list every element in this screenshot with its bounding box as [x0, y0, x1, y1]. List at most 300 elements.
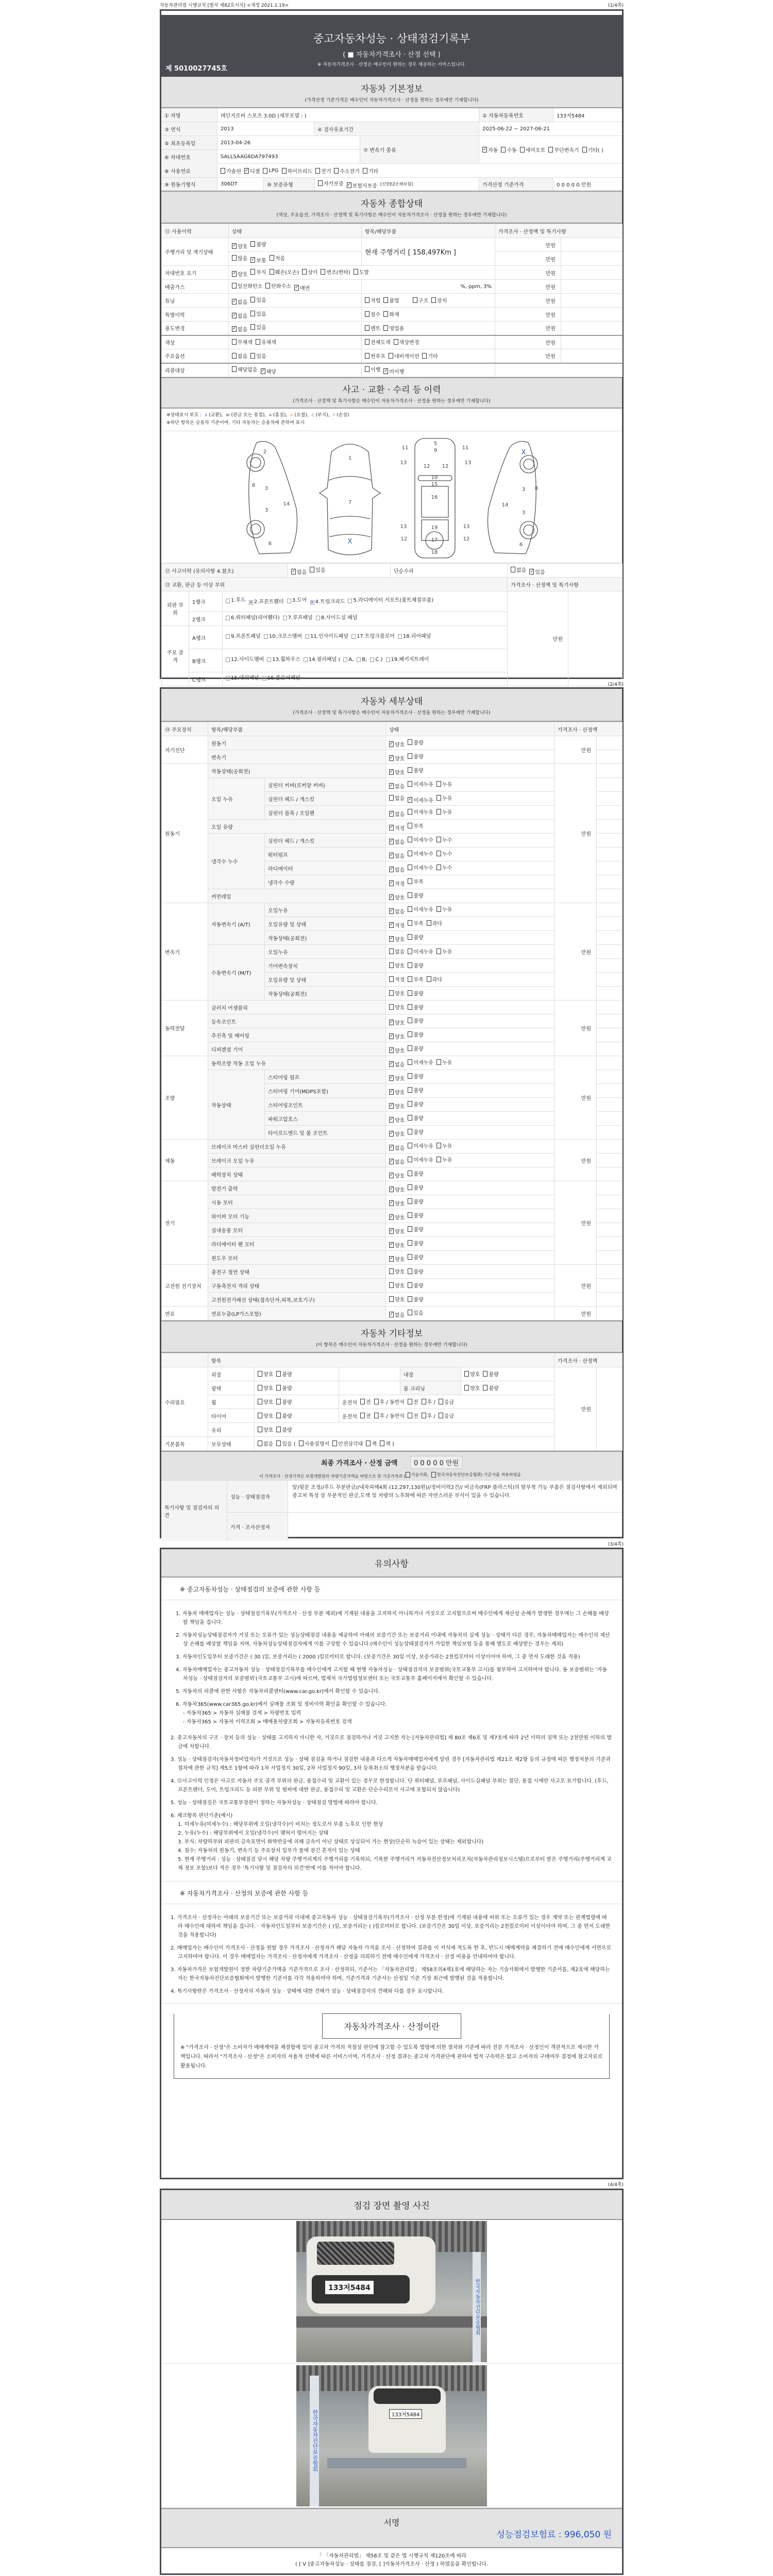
item: 오일누유 — [265, 945, 386, 959]
checkbox[interactable] — [354, 269, 358, 275]
checked-checkbox[interactable]: ✓ — [384, 368, 388, 374]
checkbox[interactable] — [408, 767, 412, 773]
checkbox[interactable] — [305, 634, 309, 639]
row-label: 주요옵션 — [162, 349, 229, 363]
caution-subtitle: ※ 중고자동차성능 · 상태점검의 보증에 관한 사항 등 — [161, 1578, 622, 1600]
checked-checkbox[interactable]: ✓ — [390, 866, 394, 872]
checkbox[interactable] — [270, 255, 274, 261]
document-title: 중고자동차성능 · 상태점검기록부 — [313, 32, 470, 45]
checked-checkbox[interactable]: ✓ — [390, 1214, 394, 1219]
option-label: 운전석 — [342, 1414, 357, 1420]
checkbox[interactable] — [436, 781, 441, 787]
checkbox[interactable] — [334, 168, 339, 174]
checkbox[interactable] — [436, 1059, 441, 1065]
checkbox[interactable] — [304, 657, 308, 662]
checkbox[interactable] — [408, 948, 412, 954]
checkbox[interactable] — [380, 1440, 384, 1446]
checked-checkbox[interactable]: ✓ — [483, 147, 487, 152]
note-cell — [597, 1237, 623, 1251]
checkbox[interactable] — [226, 616, 230, 620]
item: 내장 — [400, 1367, 461, 1381]
price-unit: 만원 — [495, 294, 561, 308]
row-label: 주행거리 및 계기상태 — [162, 238, 229, 266]
checkbox-option — [383, 310, 399, 318]
checkbox[interactable] — [464, 1371, 469, 1377]
checkbox[interactable] — [389, 1004, 394, 1010]
checkbox[interactable] — [483, 1371, 488, 1377]
checked-checkbox[interactable]: ✓ — [390, 838, 394, 844]
checked-checkbox[interactable]: ✓ — [390, 1089, 394, 1094]
label: ③ 연식 — [161, 122, 217, 135]
license-plate: 133저5484 — [325, 2280, 374, 2295]
checkbox[interactable] — [436, 948, 441, 954]
checkbox[interactable] — [232, 339, 237, 345]
checkbox[interactable] — [316, 616, 320, 620]
checkbox[interactable] — [389, 1268, 394, 1274]
option-label: 불량 — [413, 768, 424, 774]
checkbox[interactable] — [408, 781, 412, 787]
checkbox[interactable] — [332, 1440, 337, 1446]
checkbox[interactable] — [226, 599, 230, 603]
option-label: 부족 — [413, 977, 424, 983]
checkbox[interactable] — [258, 1371, 262, 1377]
checkbox[interactable] — [226, 676, 230, 681]
checkbox[interactable] — [408, 1031, 412, 1037]
wheel — [520, 455, 537, 473]
checkbox[interactable] — [464, 1385, 469, 1391]
checked-checkbox[interactable]: ✓ — [294, 284, 299, 290]
checkbox[interactable] — [383, 325, 388, 331]
checkbox[interactable] — [436, 906, 441, 912]
option-label: 있음 — [413, 1310, 424, 1316]
checkbox-option — [408, 738, 423, 746]
engine-type: 306DT — [217, 178, 264, 191]
item: 작동상태(공회전) — [265, 931, 386, 945]
checkbox[interactable] — [408, 934, 412, 940]
checked-checkbox[interactable]: x — [311, 600, 313, 604]
checkbox[interactable] — [310, 567, 314, 572]
checkbox[interactable] — [408, 1413, 412, 1418]
checkbox[interactable] — [366, 1440, 371, 1446]
checkbox[interactable] — [321, 269, 325, 275]
checkbox-option — [310, 598, 345, 606]
checked-checkbox[interactable]: ✓ — [390, 908, 394, 913]
part-number-7: 7 — [348, 500, 352, 505]
checkbox[interactable] — [250, 269, 255, 275]
checkbox[interactable] — [389, 976, 394, 982]
checkbox[interactable] — [232, 283, 237, 289]
checked-checkbox[interactable]: ✓ — [390, 1033, 394, 1039]
checkbox[interactable] — [386, 657, 390, 662]
status — [255, 1381, 339, 1395]
option-label: 불량 — [413, 1283, 424, 1289]
checkbox[interactable] — [389, 1282, 394, 1288]
checkbox[interactable] — [501, 147, 506, 152]
checked-checkbox[interactable]: ✓ — [390, 1047, 394, 1053]
checkbox[interactable] — [408, 1004, 412, 1010]
option-label: 미세누유 — [413, 950, 433, 955]
checked-checkbox[interactable]: ✓ — [232, 270, 237, 276]
checkbox[interactable] — [436, 865, 441, 870]
checked-checkbox[interactable]: ✓ — [390, 880, 394, 886]
option-label: 불량 — [282, 1414, 292, 1419]
checked-checkbox[interactable]: ✓ — [390, 824, 394, 830]
option-label: 양호 — [395, 1104, 405, 1110]
option-label: 없음 — [516, 567, 527, 573]
label: ⑧ 사용연료 — [161, 164, 217, 177]
checkbox-option — [294, 284, 310, 292]
part-number-13: 13 — [463, 524, 470, 530]
checked-checkbox[interactable]: ✓ — [390, 936, 394, 941]
checkbox-option — [348, 597, 433, 605]
checkbox[interactable] — [365, 325, 369, 331]
checkbox[interactable] — [483, 1385, 488, 1391]
checked-checkbox[interactable]: ✓ — [390, 1130, 394, 1136]
checkbox[interactable] — [439, 1413, 443, 1418]
checkbox-option — [408, 905, 433, 913]
checked-checkbox[interactable]: ✓ — [390, 852, 394, 858]
page-indicator: (4/4쪽) — [608, 2182, 624, 2188]
checkbox[interactable] — [267, 657, 271, 662]
checkbox[interactable] — [389, 795, 394, 801]
checkbox-option — [408, 919, 423, 927]
checkbox[interactable] — [258, 1413, 262, 1418]
checkbox[interactable] — [383, 297, 388, 303]
checkbox[interactable] — [250, 297, 255, 302]
note-cell — [597, 848, 623, 861]
checkbox[interactable] — [389, 1296, 394, 1302]
checkbox[interactable] — [282, 168, 287, 174]
checked-checkbox[interactable]: ✓ — [261, 368, 265, 374]
checkbox[interactable] — [232, 353, 237, 359]
checkbox[interactable] — [548, 147, 553, 152]
checkbox[interactable] — [360, 1399, 365, 1404]
checkbox[interactable] — [408, 1399, 412, 1404]
checkbox[interactable] — [299, 1440, 304, 1446]
checkbox[interactable] — [408, 1045, 412, 1051]
checked-checkbox[interactable]: ✓ — [390, 755, 394, 760]
checkbox-option — [408, 863, 433, 871]
checked-checkbox[interactable]: ✓ — [390, 769, 394, 774]
checked-checkbox[interactable]: ✓ — [390, 1144, 394, 1150]
option-label: 미세누수 — [413, 837, 433, 843]
checkbox[interactable] — [318, 180, 323, 186]
checkbox-option — [270, 268, 299, 276]
checkbox[interactable] — [408, 990, 412, 996]
checkbox[interactable] — [408, 739, 412, 745]
checkbox[interactable] — [394, 339, 398, 345]
item: 실린더 헤드 / 개스킷 — [265, 792, 386, 806]
checkbox[interactable] — [408, 753, 412, 759]
remarks-label: 특기사항 및 점검자의 의견 — [161, 1481, 227, 1541]
checked-checkbox[interactable]: ✓ — [390, 741, 394, 747]
price-unit: 만원 — [554, 1140, 597, 1181]
status — [386, 1014, 554, 1028]
checkbox-option — [258, 1384, 273, 1392]
checked-checkbox[interactable]: ✓ — [347, 182, 351, 188]
checkbox[interactable] — [408, 1198, 412, 1204]
checkbox[interactable] — [250, 241, 255, 247]
checkbox-option — [436, 905, 452, 913]
checkbox[interactable] — [408, 920, 412, 926]
current-mileage: 현재 주행거리 [ 158,497Km ] — [362, 238, 495, 266]
checkbox[interactable] — [406, 1472, 410, 1478]
checkbox-option — [232, 312, 247, 319]
checkbox[interactable] — [408, 1101, 412, 1107]
checkbox[interactable] — [408, 865, 412, 870]
checkbox[interactable] — [427, 976, 431, 982]
checkbox[interactable] — [276, 1413, 281, 1418]
checked-checkbox[interactable]: ✓ — [232, 243, 237, 248]
part-number-18: 18 — [431, 550, 438, 555]
checkbox[interactable] — [360, 1413, 365, 1418]
checked-checkbox[interactable]: ✓ — [390, 1186, 394, 1192]
checkbox[interactable] — [408, 823, 412, 828]
option-label: 자가보증 — [324, 181, 344, 187]
checkbox[interactable] — [265, 283, 270, 289]
checkbox[interactable] — [436, 809, 441, 815]
status — [386, 945, 554, 959]
checkbox[interactable] — [408, 809, 412, 815]
checked-checkbox[interactable]: ✓ — [390, 1228, 394, 1233]
checkbox[interactable] — [431, 297, 436, 303]
checkbox[interactable] — [250, 324, 255, 330]
checkbox[interactable] — [408, 1157, 412, 1162]
part-number-19: 19 — [431, 525, 438, 531]
checkbox-option — [389, 947, 405, 955]
checked-checkbox[interactable]: ✓ — [390, 1158, 394, 1164]
caution-item: 5. 자동차의 리콜에 관한 사항은 자동차리콜센터(www.car.go.kr)에서 확인할 수 있습니다. — [176, 1689, 380, 1694]
status — [386, 903, 554, 917]
checkbox[interactable] — [408, 1296, 412, 1302]
checkbox[interactable] — [365, 353, 369, 359]
item: 휠 — [208, 1395, 255, 1409]
checkbox[interactable] — [276, 1399, 281, 1404]
checked-checkbox[interactable]: ✓ — [390, 894, 394, 900]
checkbox[interactable] — [232, 366, 237, 372]
checkbox[interactable] — [389, 948, 394, 954]
item: 스티어링 펌프 — [265, 1070, 386, 1084]
checkbox[interactable] — [408, 1143, 412, 1148]
option-label: 18.리어패널 — [402, 633, 431, 639]
option-label: 양호 — [395, 1005, 405, 1011]
checked-checkbox[interactable]: x — [249, 600, 253, 604]
checked-checkbox[interactable]: ✓ — [390, 922, 394, 927]
checkbox-option — [389, 754, 405, 762]
item: 라디에이터 팬 모터 — [208, 1237, 386, 1251]
option-label: 불량 — [413, 1199, 424, 1205]
option-label: 전 — [365, 1400, 371, 1405]
checkbox-option — [408, 961, 423, 969]
checkbox[interactable] — [357, 657, 361, 662]
checkbox[interactable] — [422, 353, 427, 359]
checkbox[interactable] — [408, 1129, 412, 1134]
checkbox[interactable] — [413, 297, 417, 303]
checkbox-option — [389, 1185, 405, 1193]
status — [386, 778, 554, 792]
checkbox[interactable] — [511, 567, 515, 572]
checkbox[interactable] — [263, 168, 267, 174]
checkbox[interactable] — [365, 311, 369, 317]
checked-checkbox[interactable]: ✓ — [390, 783, 394, 788]
checkbox[interactable] — [408, 1184, 412, 1190]
checkbox[interactable] — [276, 1371, 281, 1377]
checkbox[interactable] — [408, 1087, 412, 1093]
checkbox[interactable] — [408, 1282, 412, 1288]
column-header: 항목/해당부품 — [362, 224, 495, 238]
checkbox-option — [422, 1398, 435, 1405]
column-header: ⑪ 사용이력 — [162, 224, 229, 238]
checkbox-option — [408, 1412, 418, 1419]
checked-checkbox[interactable]: ✓ — [390, 1061, 394, 1066]
option-label: 8.사이드실 패널 — [321, 615, 358, 621]
checkbox[interactable] — [264, 634, 268, 639]
checkbox[interactable] — [276, 1385, 281, 1391]
checkbox[interactable] — [287, 599, 291, 603]
option-label: 양호 — [395, 1283, 405, 1289]
checked-checkbox[interactable]: ✓ — [244, 167, 249, 173]
checked-checkbox[interactable]: ✓ — [390, 1075, 394, 1080]
checked-checkbox[interactable]: ✓ — [390, 810, 394, 816]
checked-checkbox[interactable]: ✓ — [390, 1172, 394, 1178]
checked-checkbox[interactable]: ✓ — [530, 568, 534, 574]
checkbox[interactable] — [365, 366, 369, 372]
checkbox[interactable] — [276, 1440, 281, 1446]
checkbox[interactable] — [436, 837, 441, 842]
checkbox[interactable] — [520, 147, 525, 152]
checked-checkbox[interactable]: ✓ — [390, 1200, 394, 1206]
checkbox[interactable] — [408, 1212, 412, 1218]
checkbox-option — [318, 179, 344, 187]
checked-checkbox[interactable]: ✓ — [390, 1019, 394, 1025]
checkbox[interactable] — [315, 168, 320, 174]
checkbox[interactable] — [351, 634, 356, 639]
checked-checkbox[interactable]: ✓ — [390, 1311, 394, 1317]
checkbox[interactable] — [398, 634, 402, 639]
checkbox[interactable] — [374, 1413, 379, 1418]
checkbox[interactable] — [374, 1399, 379, 1404]
checkbox[interactable] — [389, 990, 394, 996]
checkbox[interactable] — [232, 255, 237, 261]
option-label: 불량 — [413, 1005, 424, 1011]
checkbox[interactable] — [408, 1115, 412, 1121]
checkbox[interactable] — [427, 920, 431, 926]
checkbox[interactable] — [250, 311, 255, 316]
checkbox[interactable] — [408, 1073, 412, 1079]
checkbox[interactable] — [408, 1171, 412, 1176]
checkbox[interactable] — [250, 353, 255, 359]
status — [386, 1070, 554, 1084]
checkbox[interactable] — [436, 1143, 441, 1148]
page-indicator: (3/4쪽) — [608, 1542, 624, 1547]
checked-checkbox[interactable]: ✓ — [390, 1256, 394, 1261]
checkbox[interactable] — [258, 1427, 262, 1432]
option-label: 16.플로어패널 — [267, 675, 300, 681]
checkbox[interactable] — [258, 1399, 262, 1404]
checkbox-option — [258, 1426, 273, 1433]
checkbox[interactable] — [408, 892, 412, 898]
checkbox[interactable] — [343, 657, 347, 662]
checkbox[interactable] — [370, 657, 374, 662]
device-group: 자기진단 — [162, 736, 208, 764]
checked-checkbox[interactable]: ✓ — [390, 1103, 394, 1108]
checkbox[interactable] — [363, 168, 367, 174]
checkbox[interactable] — [389, 353, 393, 359]
checkbox[interactable] — [408, 1226, 412, 1232]
checkbox[interactable] — [436, 1157, 441, 1162]
checkbox[interactable] — [408, 962, 412, 968]
checked-checkbox[interactable]: ✓ — [390, 1116, 394, 1122]
option-label: 적법 — [371, 298, 381, 304]
checkbox[interactable] — [270, 269, 274, 275]
checkbox[interactable] — [276, 1427, 281, 1432]
checkbox[interactable] — [436, 851, 441, 856]
checkbox[interactable] — [582, 147, 587, 152]
option-label: 운전석 — [342, 1400, 357, 1406]
note-cell — [597, 945, 623, 959]
checked-checkbox[interactable]: ✓ — [408, 796, 412, 802]
checked-checkbox[interactable]: ✓ — [251, 257, 255, 262]
checkbox[interactable] — [408, 1268, 412, 1274]
checkbox[interactable] — [389, 962, 394, 968]
checkbox[interactable] — [408, 1059, 412, 1065]
checkbox-option — [389, 782, 405, 790]
checkbox[interactable] — [262, 676, 266, 681]
checkbox[interactable] — [439, 1399, 443, 1404]
checkbox[interactable] — [436, 795, 441, 801]
checkbox[interactable] — [408, 1240, 412, 1246]
checkbox[interactable] — [258, 1440, 262, 1446]
checked-checkbox[interactable]: ✓ — [232, 326, 237, 332]
checkbox[interactable] — [408, 878, 412, 884]
checkbox[interactable] — [226, 634, 230, 639]
checkbox[interactable] — [422, 1413, 426, 1418]
checkbox[interactable] — [383, 311, 388, 317]
checkbox[interactable] — [408, 851, 412, 856]
checkbox-option — [389, 1102, 405, 1110]
checkbox[interactable] — [302, 269, 307, 275]
checkbox[interactable] — [365, 297, 369, 303]
checkbox[interactable] — [365, 339, 369, 345]
legend-symbol: T — [332, 413, 335, 417]
checkbox-option — [389, 1281, 405, 1289]
checked-checkbox[interactable]: ✓ — [390, 1242, 394, 1247]
checkbox[interactable] — [431, 1472, 436, 1478]
checkbox[interactable] — [221, 168, 225, 174]
item: 동력조향 작동 오일 누유 — [208, 1056, 386, 1070]
checkbox[interactable] — [408, 906, 412, 912]
checkbox[interactable] — [256, 339, 260, 345]
checkbox[interactable] — [348, 599, 352, 603]
checkbox[interactable] — [283, 616, 287, 620]
checkbox[interactable] — [408, 1254, 412, 1260]
price-unit: 만원 — [495, 349, 561, 363]
checkbox[interactable] — [422, 1399, 426, 1404]
checked-checkbox[interactable]: ✓ — [232, 312, 237, 318]
checkbox[interactable] — [258, 1385, 262, 1391]
checkbox[interactable] — [408, 1310, 412, 1315]
checkbox[interactable] — [226, 657, 230, 662]
checked-checkbox[interactable]: ✓ — [292, 568, 296, 574]
item: 타이어 — [208, 1409, 255, 1423]
checkbox[interactable] — [408, 837, 412, 842]
option-label: 없음 — [395, 867, 405, 873]
checked-checkbox[interactable]: ✓ — [232, 298, 237, 304]
checkbox[interactable] — [408, 976, 412, 982]
checkbox[interactable] — [408, 1018, 412, 1023]
price-unit: 만원 — [495, 238, 561, 252]
option-label: 탄화수소 — [271, 283, 291, 290]
